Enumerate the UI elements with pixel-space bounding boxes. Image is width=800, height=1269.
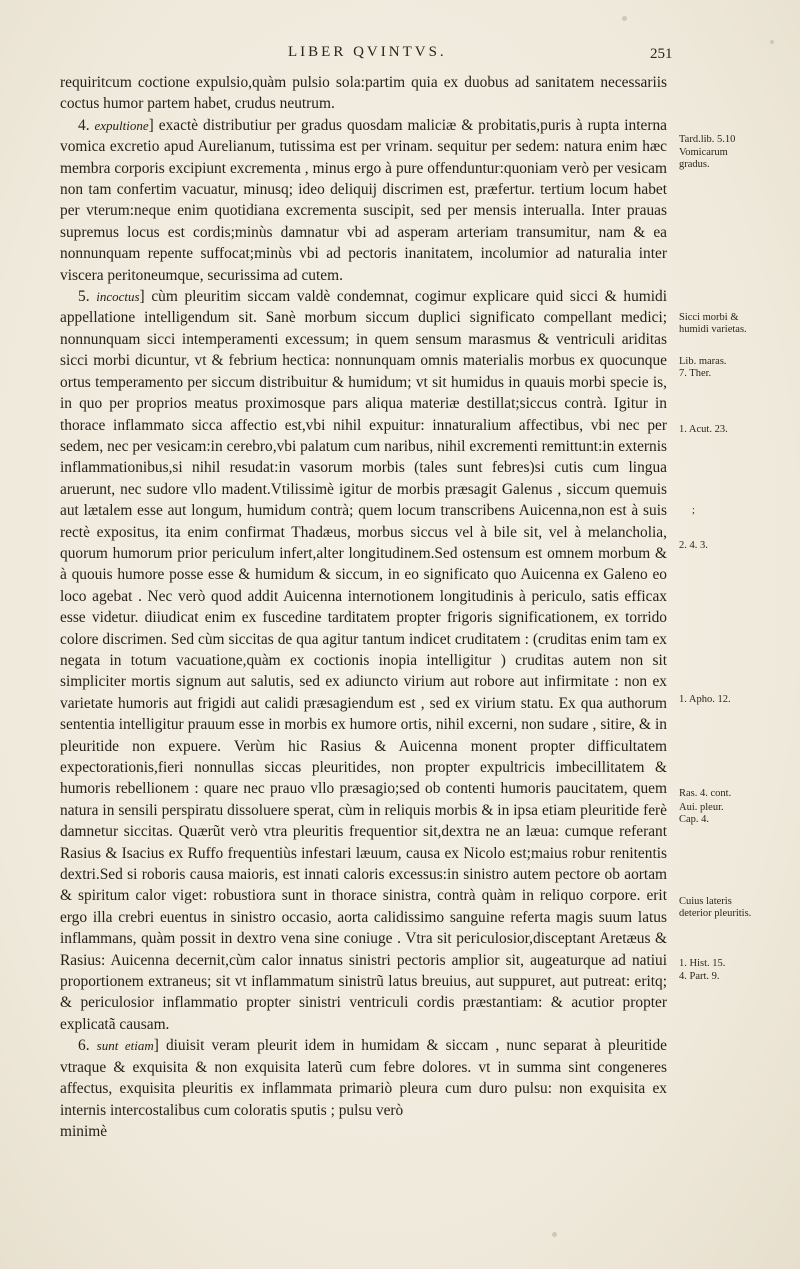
marginal-note: ; — [692, 505, 695, 516]
running-title: LIBER QVINTVS. — [288, 44, 447, 60]
marginal-note: Lib. maras. 7. Ther. — [679, 356, 727, 379]
marginal-note: Vomicarum gradus. — [679, 147, 728, 170]
paragraph-number: 6. — [78, 1037, 90, 1055]
lemma: sunt etiam — [96, 1038, 154, 1054]
page-number: 251 — [650, 46, 673, 62]
marginal-note: 1. Hist. 15. — [679, 958, 726, 969]
paragraph-6: 6. sunt etiam] diuisit veram pleurit idem in humidam & siccam , nunc separat à pleuritide vtraque & exquisita & non exquisita laterũ cum febre dolores. vt in summa sint congeneres affectus, exquisita pleuritis ex inflammata primariò pleura cum duro pulsu: non exquisita ex internis intercostalibus cum coloratis sputis ; pulsu verò — [60, 1037, 667, 1119]
paragraph-text: requiritcum coctione expulsio,quàm pulsio sola:partim quia ex duobus ad sanitatem necessariis coctus humor partem habet, crudus neutrum. — [60, 74, 667, 113]
marginal-note: 1. Acut. 23. — [679, 424, 728, 435]
marginal-note: 2. 4. 3. — [679, 540, 708, 551]
marginal-note: Tard.lib. 5.10 — [679, 134, 736, 145]
marginal-note: Ras. 4. cont. — [679, 788, 732, 799]
catchword: minimè — [60, 1122, 108, 1140]
marginal-note: Sicci morbi & humidi varietas. — [679, 312, 747, 335]
marginal-note: 4. Part. 9. — [679, 971, 720, 982]
paragraph-4: 4. expultione] exactè distributiur per gradus quosdam maliciæ & probitatis,puris à rupta interna vomica excretio apud Aurelianum, tutissima est per vrinam. sequitur per sedem: natura enim hæc membra corporis excipiunt excrementa , minus ergo à pure offenduntur:quoniam verò per vesicam non tam confertim vacuatur, minusq; ideo deliquij discrimen est, præfertur. tertium locum habet per vterum:neque enim quotidiana excrementa suscipit, sed per mensis interualla. Inter prauas supremus locus est cordis;minùs damnatur vbi ad asperam arteriam transumitur, nam & ea nonnunquam repente suffocat;minùs vbi ad pectoris inanitatem, incolumior ad naturalia inter viscera peritoneumque, securissima ad cutem. — [60, 116, 667, 284]
main-text-column — [60, 72, 667, 1142]
lemma: expultione — [94, 117, 149, 133]
marginal-note: Aui. pleur. Cap. 4. — [679, 802, 724, 825]
lemma: incoctus — [96, 289, 140, 305]
marginal-note: 1. Apho. 12. — [679, 694, 731, 705]
paragraph-text: cùm pleuritim siccam valdè condemnat, cogimur explicare quid sicci & humidi appellatione intelligendum sit. Sanè morbum siccum duplici significato compellant medici; nonnunquam sicci intemperamenti excessum; in quem sensum marasmus & ventriculi ariditas sicci morbi dicuntur, vt & febrium hectica: nonnunquam omnis materialis morbus ex quocunque ortus temperamento per siccum distribuitur & humidum; vt sit humidus in quauis morbi specie is, in quo per proprios meatus proximosque pars aliqua materiæ destillat;siccus contrà. Igitur in thorace inflammato sicca affectio est,vbi nihil expuitur: innaturalium affectibus, vbi nec per sedem, nec per vesicam:in cerebro,vbi palatum cum naribus, nihil excrementi remittunt:in externis inflammationibus,si nihil resudat:in vasorum morbis (tales sunt febres)si cutis cum lingua aruerunt, nec sudore vllo madent.Vtilissimè igitur de morbis præsagit Galenus , siccum quemuis aut lætalem esse aut longum, humidum contrà; quem locum transcribens Auicenna,non est à suis rectè expositus, ita enim confirmat Thadæus, morbus siccus vel à bile sit, vel à melancholia, quorum humorum prior periculum infert,alter longitudinem.Sed ostensum est omnem morbum & à quouis humore posse esse & humidum & siccum, in eo significato quo Auicenna ex Galeno eo loco agebat . Nec verò quod addit Auicenna internotionem longitudinis à periculo, satis efficax esse videtur. diiudicat enim ex fuscedine tarditatem propter frigoris significationem, ex torrido colore discrimen. Sed cùm siccitas de qua agitur tantum indicet cruditatem : (cruditas enim tam ex negata in totum vacuatione,quàm ex coctionis inopia intelligitur ) cruditas autem non sit simpliciter mortis signum aut salutis, sed ex adiuncto virium aut robore aut infirmitate : non ex varietate humoris aut frigidi aut calidi præsagiendum est , sed ex virium statu. Ex qua authorum sententia intelligitur prauum esse in morbis ex humore ortis, nihil excerni, non sudare , sitire, & in pleuritide non expuere. Verùm hic Rasius & Auicenna monent propter difficultatem expectorationis,fieri nonnullas siccas pleuritides, non propter expultricis imbecillitatem & humoris rebellionem : quare nec prauo vllo præsagio;sed ob contenti humoris paucitatem, quem natura in sensili perspiratu dissoluere sperat, cùm in reliquis morbis & in ipsa etiam pleuritide ferè damnetur siccitas. Quærũt verò vtra pleuritis frequentior sit,dextra ne an læua: cumque referant Rasius & Isacius ex Ruffo frequentiùs infestari læuum, causa ex Nicolo est;maius robur renitentis dextri.Sed si roboris causa maioris, est innati caloris excessus:in sinistro autem pectore ob aortam & spiritum calor viget: robustiora sunt in thorace sinistra, contrà quàm in reliquo corpore. erit ergo illa crebri euentus in sinistro occasio, aorta calidissimo sanguine referta magis suum latus inflammans, quàm possit in dextro vena sine coniuge . Vtra sit periculosior,disceptant Aretæus & Rasius: Auicenna decernit,cùm calor innatus sinistri pectoris amplior sit, augeaturque ad natiui proportionem extraneus; sit vt inflammatum sinistrũ latus breuius, aut suppuret, aut putreat: eritq; & periculosior inflammatio propter sinistri ventriculi cordis præstantiam: & acutior propter explicatã causam. — [60, 288, 667, 1033]
ink-blemish — [770, 40, 774, 44]
marginal-note: Cuius lateris deterior pleuritis. — [679, 896, 752, 919]
paragraph-text: diuisit veram pleurit idem in humidam & siccam , nunc separat à pleuritide vtraque & exquisita & non exquisita laterũ cum febre dolores. vt in summa sint congeneres affectus, exquisita pleuritis ex inflammata primariò pleura cum duro pulsu: non exquisita ex internis intercostalibus cum coloratis sputis ; pulsu verò — [60, 1037, 667, 1119]
paragraph-number: 4. — [78, 116, 90, 134]
ink-blemish — [552, 1232, 557, 1237]
paragraph-number: 5. — [78, 288, 90, 306]
paragraph-text: exactè distributiur per gradus quosdam maliciæ & probitatis,puris à rupta interna vomica excretio apud Aurelianum, tutissima est per vrinam. sequitur per sedem: natura enim hæc membra corporis excipiunt excrementa , minus ergo à pure offenduntur:quoniam verò per vesicam non tam confertim vacuatur, minusq; ideo deliquij discrimen est, præfertur. tertium locum habet per vterum:neque enim quotidiana excrementa suscipit, sed per mensis interualla. Inter prauas supremus locus est cordis;minùs damnatur vbi ad asperam arteriam transumitur, nam & ea nonnunquam repente suffocat;minùs vbi ad pectoris inanitatem, incolumior ad naturalia inter viscera peritoneumque, securissima ad cutem. — [60, 116, 667, 284]
paragraph-5: 5. incoctus] cùm pleuritim siccam valdè condemnat, cogimur explicare quid sicci & humidi appellatione intelligendum sit. Sanè morbum siccum duplici significato compellant medici; nonnunquam sicci intemperamenti excessum; in quem sensum marasmus & ventriculi ariditas sicci morbi dicuntur, vt & febrium hectica: nonnunquam omnis materialis morbus ex quocunque ortus temperamento per siccum distribuitur & humidum; vt sit humidus in quauis morbi specie is, in quo per proprios meatus proximosque pars aliqua materiæ destillat;siccus contrà. Igitur in thorace inflammato sicca affectio est,vbi nihil expuitur: innaturalium affectibus, vbi nec per sedem, nec per vesicam:in cerebro,vbi palatum cum naribus, nihil excrementi remittunt:in externis inflammationibus,si nihil resudat:in vasorum morbis (tales sunt febres)si cutis cum lingua aruerunt, nec sudore vllo madent.Vtilissimè igitur de morbis præsagit Galenus , siccum quemuis aut lætalem esse aut longum, humidum contrà; quem locum transcribens Auicenna,non est à suis rectè expositus, ita enim confirmat Thadæus, morbus siccus vel à bile sit, vel à melancholia, quorum humorum prior periculum infert,alter longitudinem.Sed ostensum est omnem morbum & à quouis humore posse esse & humidum & siccum, in eo significato quo Auicenna ex Galeno eo loco agebat . Nec verò quod addit Auicenna internotionem longitudinis à periculo, satis efficax esse videtur. diiudicat enim ex fuscedine tarditatem propter frigoris significationem, ex torrido colore discrimen. Sed cùm siccitas de qua agitur tantum indicet cruditatem : (cruditas enim tam ex negata in totum vacuatione,quàm ex coctionis inopia intelligitur ) cruditas autem non sit simpliciter mortis signum aut salutis, sed ex adiuncto virium aut robore aut infirmitate : non ex varietate humoris aut frigidi aut calidi præsagiendum est , sed ex virium statu. Ex qua authorum sententia intelligitur prauum esse in morbis ex humore ortis, nihil excerni, non sudare , sitire, & in pleuritide non expuere. Verùm hic Rasius & Auicenna monent propter difficultatem expectorationis,fieri nonnullas siccas pleuritides, non propter expultricis imbecillitatem & humoris rebellionem : quare nec prauo vllo præsagio;sed ob contenti humoris paucitatem, quem natura in sensili perspiratu dissoluere sperat, cùm in reliquis morbis & in ipsa etiam pleuritide ferè damnetur siccitas. Quærũt verò vtra pleuritis frequentior sit,dextra ne an læua: cumque referant Rasius & Isacius ex Ruffo frequentiùs infestari læuum, causa ex Nicolo est;maius robur renitentis dextri.Sed si roboris causa maioris, est innati caloris excessus:in sinistro autem pectore ob aortam & spiritum calor viget: robustiora sunt in thorace sinistra, contrà quàm in reliquo corpore. erit ergo illa crebri euentus in sinistro occasio, aorta calidissimo sanguine referta magis suum latus inflammans, quàm possit in dextro vena sine coniuge . Vtra sit periculosior,disceptant Aretæus & Rasius: Auicenna decernit,cùm calor innatus sinistri pectoris amplior sit, augeaturque ad natiui proportionem extraneus; sit vt inflammatum sinistrũ latus breuius, aut suppuret, aut putreat: eritq; & periculosior inflammatio propter sinistri ventriculi cordis præstantiam: & acutior propter explicatã causam. — [60, 288, 667, 1033]
paragraph-continuation — [60, 72, 667, 115]
ink-blemish — [622, 16, 627, 21]
